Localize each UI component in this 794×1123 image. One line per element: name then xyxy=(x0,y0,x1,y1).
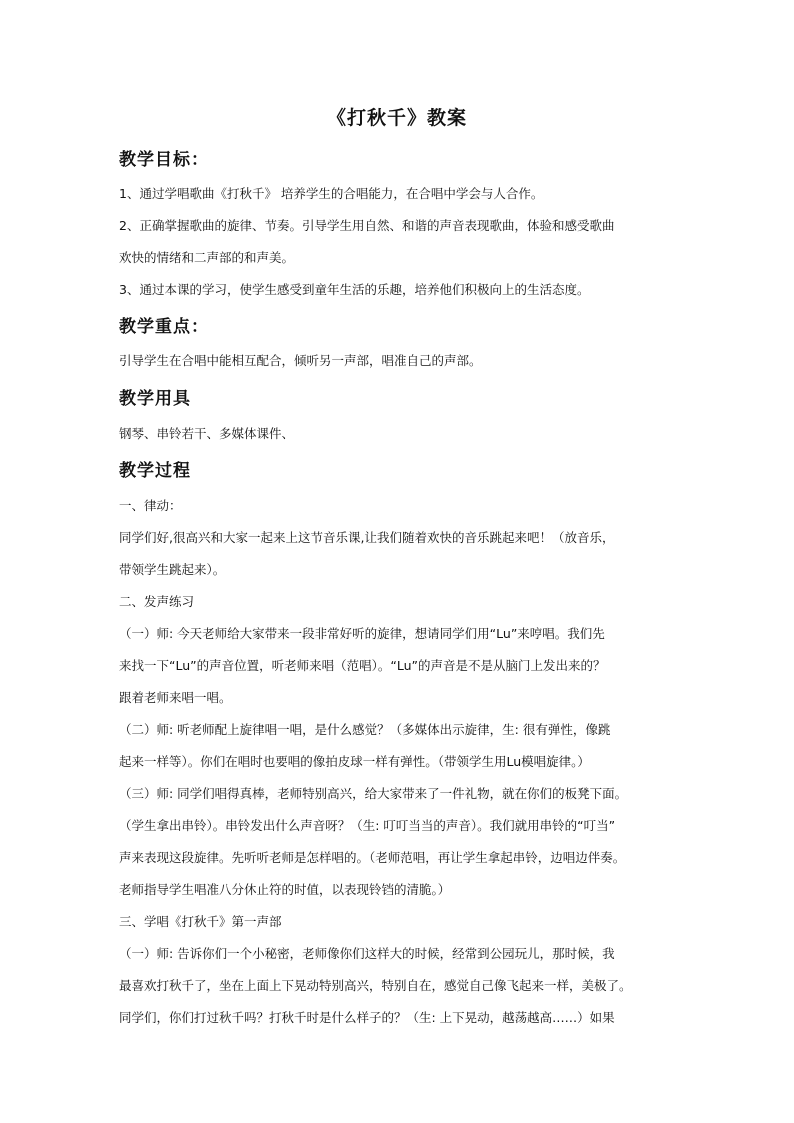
process-line-14: 三、学唱《打秋千》第一声部 xyxy=(119,914,282,929)
heading-key-points: 教学重点： xyxy=(119,317,209,337)
process-line-1: 一、律动： xyxy=(119,498,182,513)
objectives-line-2: 2、正确掌握歌曲的旋律、节奏。引导学生用自然、和谐的声音表现歌曲，体验和感受歌曲 xyxy=(119,218,615,233)
objectives-line-4: 3、通过本课的学习，使学生感受到童年生活的乐趣，培养他们积极向上的生活态度。 xyxy=(119,282,590,297)
tools-line-1: 钢琴、串铃若干、多媒体课件、 xyxy=(119,426,295,441)
document-title: 《打秋千》教案 xyxy=(326,107,467,129)
process-line-17: 同学们，你们打过秋千吗？打秋千时是什么样子的？（生: 上下晃动，越荡越高……）如果 xyxy=(119,1010,615,1025)
key-points-line-1: 引导学生在合唱中能相互配合，倾听另一声部，唱准自己的声部。 xyxy=(119,353,482,368)
process-line-10: （三）师: 同学们唱得真棒，老师特别高兴，给大家带来了一件礼物，就在你们的板凳下面。 xyxy=(119,786,628,801)
process-line-9: 起来一样等）。你们在唱时也要唱的像拍皮球一样有弹性。（带领学生用Lu模唱旋律。） xyxy=(119,754,590,769)
process-line-15: （一）师: 告诉你们一个小秘密，老师像你们这样大的时候，经常到公园玩儿，那时候，我 xyxy=(119,946,615,961)
process-line-16: 最喜欢打秋千了，坐在上面上下晃动特别高兴，特别自在，感觉自己像飞起来一样，美极了。 xyxy=(119,978,632,993)
process-line-12: 声来表现这段旋律。先听听老师是怎样唱的。（老师范唱，再让学生拿起串铃，边唱边伴奏。 xyxy=(119,850,626,865)
objectives-line-1: 1、通过学唱歌曲《打秋千》 培养学生的合唱能力，在合唱中学会与人合作。 xyxy=(119,186,544,201)
objectives-line-3: 欢快的情绪和二声部的和声美。 xyxy=(119,250,295,265)
process-line-13: 老师指导学生唱准八分休止符的时值，以表现铃铛的清脆。） xyxy=(119,882,451,897)
heading-tools: 教学用具 xyxy=(119,389,191,409)
process-line-7: 跟着老师来唱一唱。 xyxy=(119,690,232,705)
process-line-6: 来找一下“Lu”的声音位置，听老师来唱（范唱）。“Lu”的声音是不是从脑门上发出来的？ xyxy=(119,658,606,673)
process-line-8: （二）师: 听老师配上旋律唱一唱，是什么感觉？（多媒体出示旋律，生: 很有弹性，像跳 xyxy=(119,722,611,737)
process-line-2: 同学们好,很高兴和大家一起来上这节音乐课,让我们随着欢快的音乐跳起来吧！（放音乐， xyxy=(119,530,615,545)
heading-objectives: 教学目标： xyxy=(119,150,209,170)
process-line-3: 带领学生跳起来）。 xyxy=(119,562,226,577)
process-line-11: （学生拿出串铃）。串铃发出什么声音呀？（生: 叮叮当当的声音）。我们就用串铃的“叮当” xyxy=(119,818,616,833)
process-line-5: （一）师: 今天老师给大家带来一段非常好听的旋律，想请同学们用“Lu”来哼唱。我们先 xyxy=(119,626,605,641)
heading-process: 教学过程 xyxy=(119,461,191,481)
process-line-4: 二、发声练习 xyxy=(119,594,195,609)
